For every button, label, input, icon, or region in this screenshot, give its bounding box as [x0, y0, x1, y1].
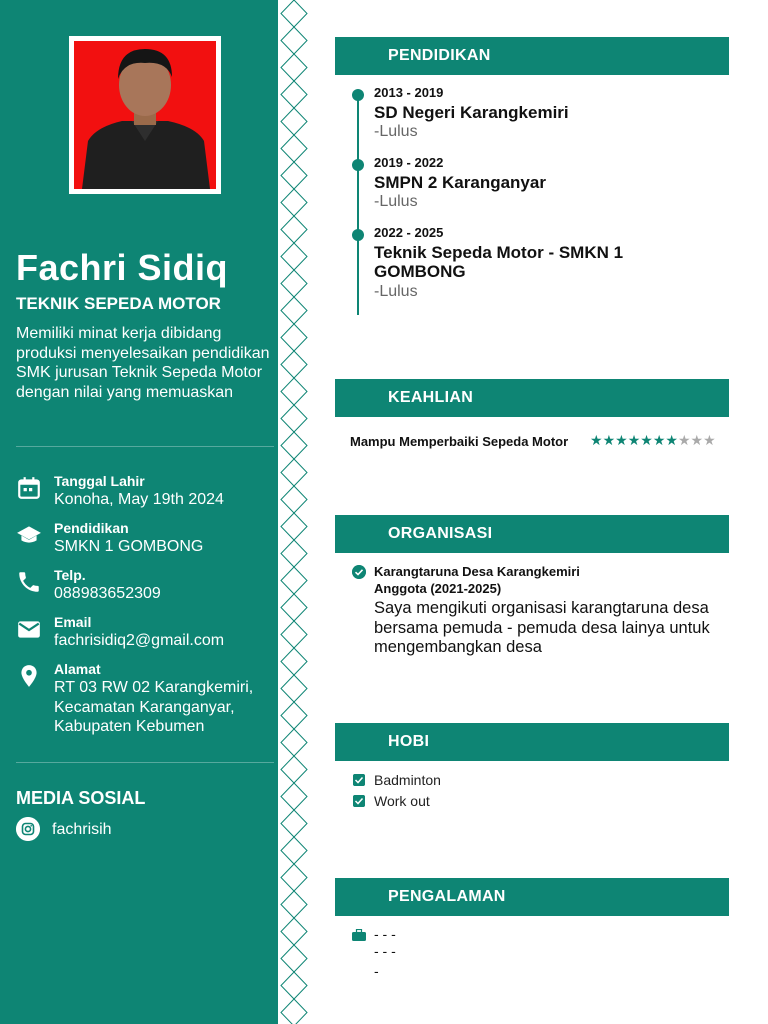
hobby-label: Work out [374, 793, 430, 809]
sidebar-divider [16, 762, 274, 763]
education-status: -Lulus [374, 193, 418, 210]
profile-summary: Memiliki minat kerja dibidang produksi menyelesaikan pendidikan SMK jurusan Teknik Sepeda Motor dengan nilai yang memuaskan [16, 325, 270, 401]
info-label: Pendidikan [54, 520, 129, 536]
section-title: KEAHLIAN [388, 389, 474, 406]
timeline-dot [352, 229, 364, 241]
section-header-hobi [335, 723, 729, 761]
profile-role: TEKNIK SEPEDA MOTOR [16, 294, 221, 313]
social-handle[interactable]: fachrisih [52, 821, 112, 838]
star-filled-icon: ★ [602, 432, 616, 448]
social-title: MEDIA SOSIAL [16, 788, 146, 808]
info-label: Tanggal Lahir [54, 473, 145, 489]
organization-role: Anggota (2021-2025) [374, 581, 502, 596]
info-value: SMKN 1 GOMBONG [54, 538, 204, 555]
education-years: 2022 - 2025 [374, 225, 444, 240]
education-years: 2013 - 2019 [374, 85, 444, 100]
checkbox-checked-icon [353, 774, 365, 786]
graduation-cap-icon [16, 522, 42, 548]
sidebar-divider [16, 446, 274, 447]
section-title: HOBI [388, 733, 430, 750]
timeline-dot [352, 159, 364, 171]
star-filled-icon: ★ [665, 432, 678, 448]
star-filled-icon: ★ [640, 432, 653, 448]
experience-line: - - - [374, 943, 396, 959]
star-empty-icon: ★ [690, 432, 704, 448]
star-empty-icon: ★ [703, 432, 716, 448]
diamond-pattern-decoration [278, 0, 310, 1024]
experience-line: - - - [374, 926, 396, 942]
location-pin-icon [16, 663, 42, 689]
info-value: Konoha, May 19th 2024 [54, 491, 224, 508]
person-portrait-icon [74, 41, 216, 189]
profile-photo-frame [69, 36, 221, 194]
info-value: 088983652309 [54, 585, 161, 602]
education-school: SMPN 2 Karanganyar [374, 173, 546, 192]
section-header-pendidikan [335, 37, 729, 75]
education-school: SD Negeri Karangkemiri [374, 103, 569, 122]
section-title: PENDIDIKAN [388, 47, 491, 64]
education-status: -Lulus [374, 123, 418, 140]
skill-name: Mampu Memperbaiki Sepeda Motor [350, 434, 569, 449]
star-filled-icon: ★ [590, 432, 603, 448]
info-value: fachrisidiq2@gmail.com [54, 632, 225, 649]
section-header-organisasi [335, 515, 729, 553]
profile-photo [74, 41, 216, 189]
info-value: RT 03 RW 02 Karangkemiri, Kecamatan Karanganyar, Kabupaten Kebumen [54, 679, 254, 735]
section-header-pengalaman [335, 878, 729, 916]
star-filled-icon: ★ [652, 432, 666, 448]
timeline-line [357, 91, 359, 315]
info-label: Email [54, 614, 92, 630]
education-school: Teknik Sepeda Motor - SMKN 1 GOMBONG [374, 243, 624, 281]
star-empty-icon: ★ [677, 432, 691, 448]
star-filled-icon: ★ [627, 432, 641, 448]
organization-description: Saya mengikuti organisasi karangtaruna desa bersama pemuda - pemuda desa lainya untuk mengembangkan desa [374, 599, 710, 656]
section-header-keahlian [335, 379, 729, 417]
checkbox-checked-icon [353, 795, 365, 807]
experience-line: - [374, 963, 379, 979]
instagram-icon [16, 817, 40, 841]
check-circle-icon [352, 565, 366, 579]
calendar-icon [16, 475, 42, 501]
hobby-label: Badminton [374, 772, 441, 788]
education-status: -Lulus [374, 283, 418, 300]
phone-icon [16, 569, 42, 595]
star-filled-icon: ★ [615, 432, 628, 448]
info-label: Telp. [54, 567, 86, 583]
section-title: ORGANISASI [388, 525, 493, 542]
info-label: Alamat [54, 661, 101, 677]
profile-name: Fachri Sidiq [16, 247, 229, 288]
section-title: PENGALAMAN [388, 888, 506, 905]
timeline-dot [352, 89, 364, 101]
briefcase-icon [352, 929, 366, 941]
education-years: 2019 - 2022 [374, 155, 444, 170]
skill-rating-stars [590, 432, 716, 449]
mail-icon [16, 616, 42, 642]
organization-name: Karangtaruna Desa Karangkemiri [374, 564, 580, 579]
sidebar [0, 0, 278, 1024]
